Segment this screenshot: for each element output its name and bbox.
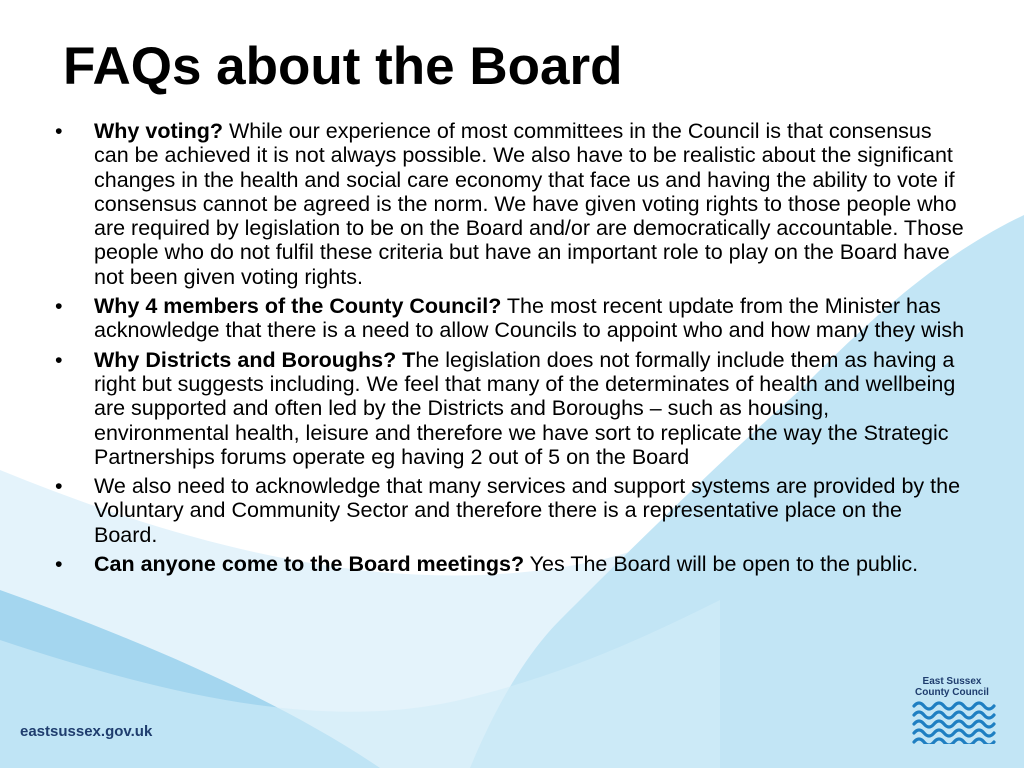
faq-question: Why voting?	[94, 119, 223, 143]
footer-url: eastsussex.gov.uk	[20, 723, 153, 740]
faq-answer: he legislation does not formally include them as having a right but suggests including. We feel that many of the determinates of health and wellbeing are supported and often led by the Districts and Boroughs – such as housing, environmental health, leisure and therefore we have sort to replicate the way the Strategic Partnerships forums operate eg having 2 out of 5 on the Board	[94, 347, 956, 469]
faq-answer: Yes The Board will be open to the public.	[524, 552, 919, 577]
logo-line-1: East Sussex	[922, 676, 982, 687]
bullet-icon: •	[55, 347, 63, 372]
bullet-icon: •	[55, 119, 63, 143]
faq-question: Why Districts and Boroughs? T	[94, 347, 416, 372]
bullet-icon: •	[55, 294, 63, 319]
logo-waves-icon	[912, 700, 996, 744]
list-item	[55, 119, 965, 289]
list-item	[55, 348, 965, 469]
bullet-icon: •	[55, 474, 63, 499]
list-item	[55, 294, 965, 343]
page-title: FAQs about the Board	[63, 37, 623, 96]
logo-line-2: County Council	[915, 687, 989, 698]
list-item	[55, 474, 965, 547]
bullet-icon: •	[55, 552, 63, 577]
faq-question: Why 4 members of the County Council?	[94, 294, 502, 319]
faq-answer: We also need to acknowledge that many services and support systems are provided by the Voluntary and Community Sector and therefore there is a representative place on the Board.	[94, 474, 961, 547]
faq-answer: The most recent update from the Minister has acknowledge that there is a need to allow Councils to appoint who and how many they wish	[94, 294, 965, 343]
logo-text	[912, 676, 992, 698]
faq-question: Can anyone come to the Board meetings?	[94, 552, 525, 577]
county-council-logo	[912, 676, 1012, 746]
list-item	[55, 552, 965, 576]
faq-answer: While our experience of most committees in the Council is that consensus can be achieved it is not always possible. We also have to be realistic about the significant changes in the health and social care economy that face us and having the ability to vote if consensus cannot be agreed is the norm. We have given voting rights to those people who are required by legislation to be on the Board and/or are democratically accountable. Those people who do not fulfil these criteria but have an important role to play on the Board have not been given voting rights.	[94, 119, 964, 289]
faq-bullet-list	[55, 119, 965, 581]
